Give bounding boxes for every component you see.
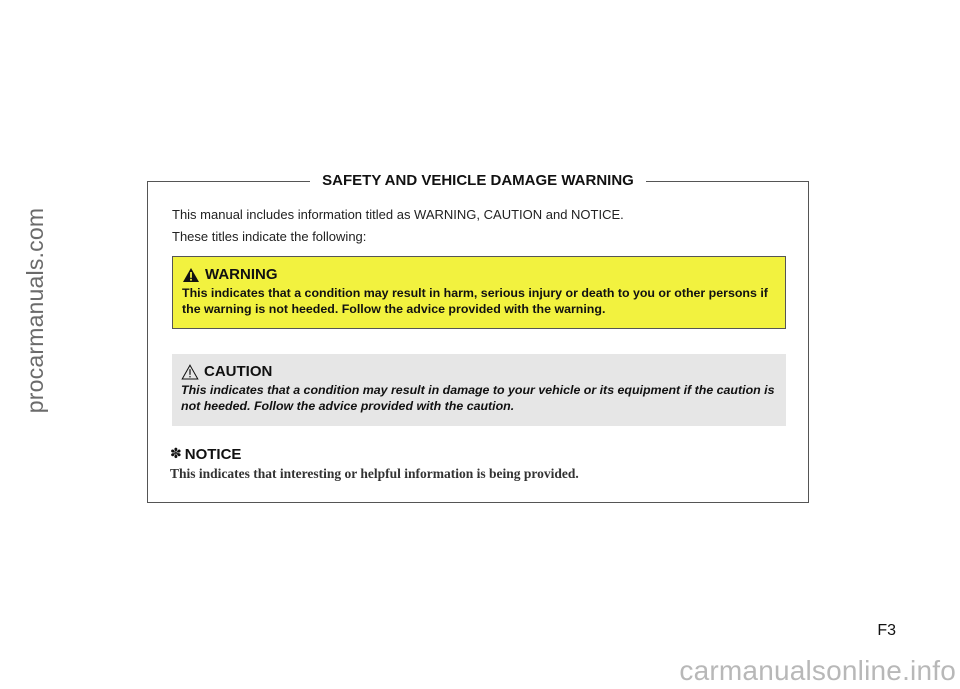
notice-text: This indicates that interesting or helpful information is being provided. bbox=[170, 466, 579, 481]
footer-watermark: carmanualsonline.info bbox=[679, 655, 956, 686]
notice-star-icon: ✽ bbox=[170, 446, 182, 462]
page-number: F3 bbox=[877, 622, 896, 639]
warning-box bbox=[172, 256, 786, 329]
panel-title-text: SAFETY AND VEHICLE DAMAGE WARNING bbox=[310, 170, 646, 192]
caution-box bbox=[172, 354, 786, 426]
warning-header bbox=[182, 265, 777, 285]
side-watermark bbox=[8, 150, 64, 470]
panel-title bbox=[148, 170, 808, 192]
caution-triangle-icon bbox=[181, 364, 199, 380]
intro-line-2: These titles indicate the following: bbox=[172, 229, 367, 244]
notice-header bbox=[170, 445, 579, 464]
warning-text: This indicates that a condition may result in harm, serious injury or death to you or other persons if the warning is not heeded. Follow the advice provided with the warning. bbox=[182, 286, 768, 316]
notice-label: NOTICE bbox=[184, 446, 242, 463]
warning-triangle-icon bbox=[182, 267, 200, 283]
caution-label: CAUTION bbox=[204, 363, 273, 380]
notice-section bbox=[170, 445, 579, 482]
caution-text: This indicates that a condition may result in damage to your vehicle or its equipment if the caution is not heeded. Follow the advice provided with the caution. bbox=[181, 383, 775, 413]
caution-header bbox=[181, 362, 778, 382]
intro-text bbox=[172, 205, 624, 249]
intro-line-1: This manual includes information titled as WARNING, CAUTION and NOTICE. bbox=[172, 207, 624, 222]
safety-warning-panel bbox=[147, 172, 809, 503]
warning-label: WARNING bbox=[205, 266, 278, 283]
side-watermark-text: procarmanuals.com bbox=[22, 207, 49, 413]
